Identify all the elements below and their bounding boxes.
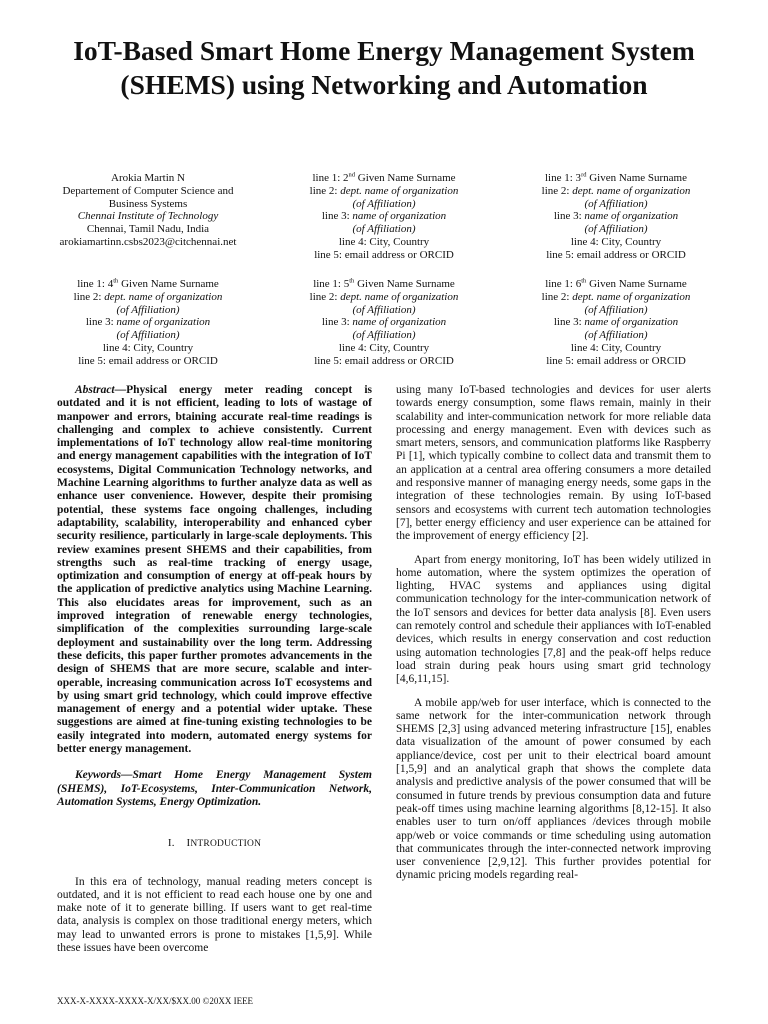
author-email: arokiamartinn.csbs2023@citchennai.net bbox=[59, 235, 237, 248]
right-paragraph-3: A mobile app/web for user interface, which is connected to the same network for the inter-communication network through SHEMS [2,3] using advanced metering infrastructure [15], enables data visualization of the amount of power consumed by each appliance/device, cost per unit to their electrical board amount [1,5,9] and an analytical graph that shows the complete data analysis and predictive analysis of the power consumed that will be consumed in future trends by previous consumption data and future peak-off times using machine learning algorithms [8,12-15]. It also enables user to turn on/off appliances /devices through mobile app/web or voice commands or time scheduling using automation that communicates through the inter-connected network improving user convenience [2,9,12]. This further provides potential for dynamic pricing models regarding real- bbox=[396, 696, 711, 882]
author-block-6 bbox=[518, 278, 714, 368]
author-line-2-affiliation: (of Affiliation) bbox=[352, 303, 416, 316]
author-line-4: line 4: City, Country bbox=[338, 235, 430, 248]
copyright-footer: XXX-X-XXXX-XXXX-X/XX/$XX.00 ©20XX IEEE bbox=[57, 996, 254, 1006]
author-line-4: line 4: City, Country bbox=[570, 235, 662, 248]
author-line-5: line 5: email address or ORCID bbox=[314, 248, 454, 261]
author-line-5: line 5: email address or ORCID bbox=[546, 248, 686, 261]
paper-title: IoT-Based Smart Home Energy Management System (SHEMS) using Networking and Automation bbox=[73, 35, 695, 100]
author-line-3-affiliation: (of Affiliation) bbox=[584, 329, 648, 342]
keywords-text: —Smart Home Energy Management System (SHEMS), IoT-Ecosystems, Inter-Communication Network, Automation Systems, Energy Optimization. bbox=[57, 769, 372, 808]
author-line-1: line 1: 2nd Given Name Surname bbox=[312, 171, 456, 184]
author-line-3: line 3: name of organization bbox=[553, 316, 679, 329]
author-name: Arokia Martin N bbox=[111, 172, 185, 184]
author-line-1: line 1: 3rd Given Name Surname bbox=[545, 171, 687, 184]
author-location: Chennai, Tamil Nadu, India bbox=[86, 223, 210, 236]
author-line-2-affiliation: (of Affiliation) bbox=[116, 303, 180, 316]
author-line-4: line 4: City, Country bbox=[570, 341, 662, 354]
right-paragraph-1: using many IoT-based technologies and devices for user alerts towards energy consumption, some flaws remain, mainly in their scalability and inter-communication network for more reliable data processing and energy management. Even with devices such as smart meters, sensors, and communication platforms like Raspberry Pi [1], which typically combine to collect data and transmit them to an application at a central area offering consumers a more detailed and responsive manner of managing energy needs, some gaps in the integration of these technologies remain. By using IoT-based sensors and ecosystems with current tech automation technologies [7], better energy efficiency and user experience can be attained for the improvement of energy efficiency [2]. bbox=[396, 384, 711, 543]
right-column bbox=[396, 384, 711, 883]
author-line-3: line 3: name of organization bbox=[85, 316, 211, 329]
abstract bbox=[57, 384, 372, 756]
author-line-3: line 3: name of organization bbox=[321, 210, 447, 223]
section-heading-introduction: I. INTRODUCTION bbox=[167, 837, 262, 850]
author-line-4: line 4: City, Country bbox=[338, 341, 430, 354]
author-line-2: line 2: dept. name of organization bbox=[73, 290, 223, 303]
author-line-5: line 5: email address or ORCID bbox=[78, 354, 218, 367]
author-line-2-affiliation: (of Affiliation) bbox=[584, 197, 648, 210]
author-block-2 bbox=[286, 172, 482, 262]
author-line-3: line 3: name of organization bbox=[553, 210, 679, 223]
author-line-4: line 4: City, Country bbox=[102, 341, 194, 354]
keywords bbox=[57, 769, 372, 809]
author-line-2-affiliation: (of Affiliation) bbox=[584, 303, 648, 316]
right-paragraph-2: Apart from energy monitoring, IoT has been widely utilized in home automation, where the system optimizes the operation of lighting, HVAC systems and appliances using digital communication technology for the inter-communication network of the IoT sensors and devices for better data analysis [8]. Even users can remotely control and schedule their appliances with IoT-enabled devices, which results in energy conservation and cost reduction using automation technologies [7,8] and the peak-off helps reduce load strain during peak hours using smart grid technology [4,6,11,15]. bbox=[396, 553, 711, 686]
author-line-5: line 5: email address or ORCID bbox=[314, 354, 454, 367]
author-line-1: line 1: 4th Given Name Surname bbox=[77, 277, 219, 290]
author-line-2-affiliation: (of Affiliation) bbox=[352, 197, 416, 210]
author-line-3: line 3: name of organization bbox=[321, 316, 447, 329]
author-line-3-affiliation: (of Affiliation) bbox=[584, 223, 648, 236]
author-line-2: line 2: dept. name of organization bbox=[541, 290, 691, 303]
abstract-text: —Physical energy meter reading concept is outdated and it is not efficient, leading to lots of wastage of manpower and errors, btaining accurate real-time readings is challenging and complex to achieve consistently. Current implementations of IoT technology allow real-time monitoring and energy management capabilities with the integration of IoT ecosystems, Digital Communication Technology networks, and Machine Learning algorithms to further analyze data as well as enhance user convenience. However, despite their promising potential, these systems face ongoing challenges, including adaptability, scalability, interoperability and enhanced cyber security resilience, particularly in large-scale deployments. This review examines present SHEMS and their capabilities, from strengths such as real-time tracking of energy usage, optimization and consumption of energy at off-peak hours by the application of predictive analytics using Machine Learning. This also elucidates areas for improvement, such as an improved integration of renewable energy technologies, simplification of the complexities surrounding large-scale deployment and sustainability over the long term. Addressing these deficits, this paper further promotes advancements in the design of SHEMS that are more secure, scalable and inter-operable, increasing communication across IoT ecosystems and by using smart grid technology, which could improve effective management of energy and a potential wider uptake. These suggestions are aimed at fine-tuning existing technologies to be easily integrated into modern, automated energy systems for better energy management. bbox=[57, 384, 372, 756]
author-line-1: line 1: 5th Given Name Surname bbox=[313, 277, 455, 290]
author-line-2: line 2: dept. name of organization bbox=[309, 184, 459, 197]
author-line-3-affiliation: (of Affiliation) bbox=[352, 329, 416, 342]
author-line-5: line 5: email address or ORCID bbox=[546, 354, 686, 367]
author-line-2: line 2: dept. name of organization bbox=[541, 184, 691, 197]
keywords-label: Keywords bbox=[75, 769, 121, 782]
author-line-2: line 2: dept. name of organization bbox=[309, 290, 459, 303]
author-block-4 bbox=[50, 278, 246, 368]
intro-paragraph-1: In this era of technology, manual reading meters concept is outdated, and it is not efficient to read each house one by one and make note of it to generate billing. If users want to get real-time data, analysis is complex on those traditional energy meters, which may lead to unwanted errors is prone to mistakes [1,5,9]. While these issues have been overcome bbox=[57, 875, 372, 954]
left-column bbox=[57, 384, 372, 955]
author-line-3-affiliation: (of Affiliation) bbox=[352, 223, 416, 236]
author-org: Chennai Institute of Technology bbox=[77, 210, 219, 223]
author-dept: Departement of Computer Science and Business Systems bbox=[62, 184, 234, 210]
author-block-1 bbox=[50, 172, 246, 249]
author-line-3-affiliation: (of Affiliation) bbox=[116, 329, 180, 342]
abstract-label: Abstract bbox=[75, 384, 115, 396]
author-line-1: line 1: 6th Given Name Surname bbox=[545, 277, 687, 290]
author-block-5 bbox=[286, 278, 482, 368]
author-block-3 bbox=[518, 172, 714, 262]
